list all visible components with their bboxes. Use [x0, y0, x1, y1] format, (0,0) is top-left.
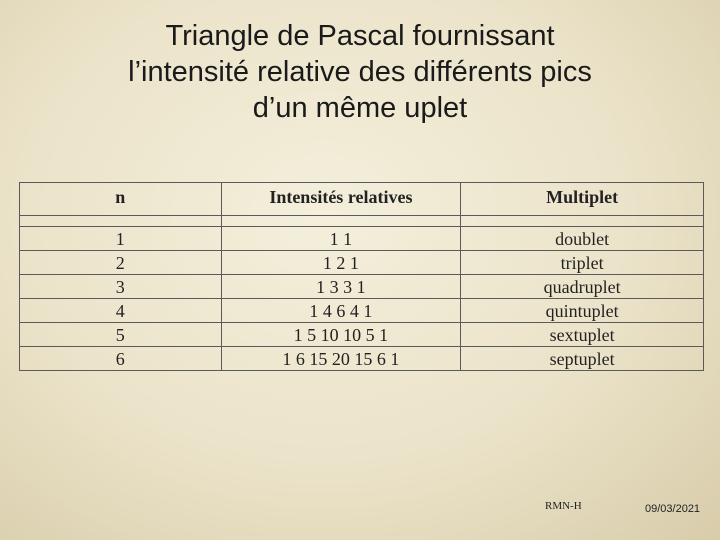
- table-row: [20, 323, 704, 347]
- table-header-row: [20, 183, 704, 216]
- cell-multiplet: doublet: [461, 227, 704, 251]
- table-row: [20, 227, 704, 251]
- table-row: [20, 275, 704, 299]
- header-n: n: [20, 183, 222, 216]
- table-row: [20, 251, 704, 275]
- cell-intensites: 1 2 1: [221, 251, 461, 275]
- title-line-2: l’intensité relative des différents pics: [128, 56, 592, 88]
- footer-source: RMN-H: [545, 500, 582, 512]
- header-multiplet: Multiplet: [461, 183, 704, 216]
- cell-intensites: 1 3 3 1: [221, 275, 461, 299]
- cell-intensites: 1 5 10 10 5 1: [221, 323, 461, 347]
- table-spacer-row: [20, 216, 704, 227]
- title-line-1: Triangle de Pascal fournissant: [165, 20, 555, 52]
- header-intensites: Intensités relatives: [221, 183, 461, 216]
- cell-n: 4: [20, 299, 222, 323]
- cell-intensites: 1 4 6 4 1: [221, 299, 461, 323]
- title-line-3: d’un même uplet: [252, 92, 468, 124]
- cell-n: 2: [20, 251, 222, 275]
- cell-intensites: 1 6 15 20 15 6 1: [221, 347, 461, 371]
- cell-multiplet: septuplet: [461, 347, 704, 371]
- footer-date: 09/03/2021: [645, 503, 701, 515]
- cell-n: 1: [20, 227, 222, 251]
- cell-multiplet: quadruplet: [461, 275, 704, 299]
- cell-multiplet: sextuplet: [461, 323, 704, 347]
- cell-multiplet: quintuplet: [461, 299, 704, 323]
- cell-intensites: 1 1: [221, 227, 461, 251]
- cell-n: 3: [20, 275, 222, 299]
- slide-title: [60, 18, 660, 126]
- cell-n: 6: [20, 347, 222, 371]
- cell-multiplet: triplet: [461, 251, 704, 275]
- table-row: [20, 347, 704, 371]
- cell-n: 5: [20, 323, 222, 347]
- pascal-table: [19, 182, 704, 371]
- table-row: [20, 299, 704, 323]
